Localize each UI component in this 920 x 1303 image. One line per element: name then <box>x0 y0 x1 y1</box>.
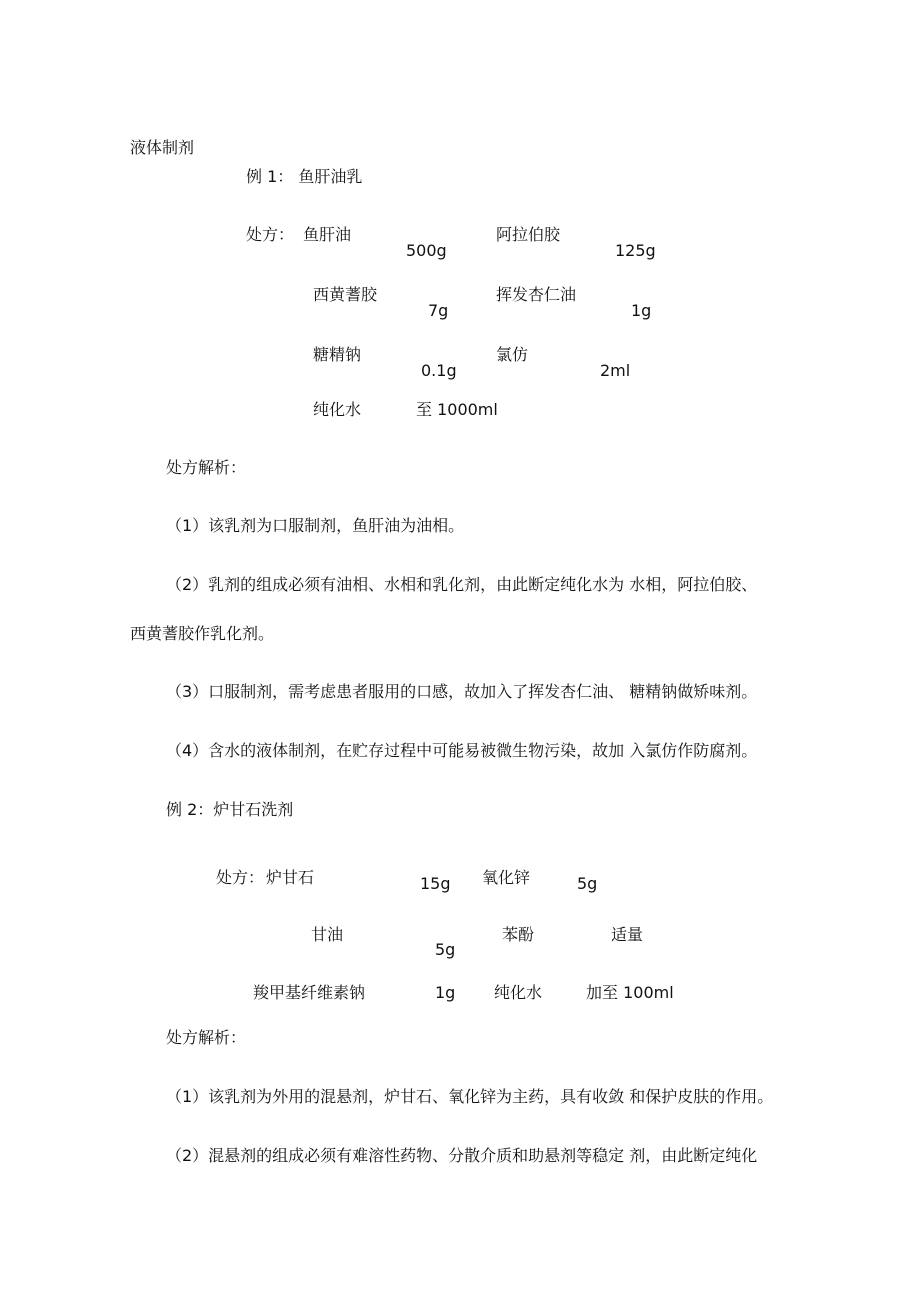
analysis-label: 处方解析： <box>166 458 247 477</box>
analysis-point: （2）混悬剂的组成必须有难溶性药物、分散介质和助悬剂等稳定 剂，由此断定纯化 <box>166 1146 758 1165</box>
analysis-point: （3）口服制剂，需考虑患者服用的口感，故加入了挥发杏仁油、 糖精钠做矫味剂。 <box>166 682 758 701</box>
ingredient-name: 鱼肝油 <box>303 225 352 244</box>
section-title: 液体制剂 <box>130 138 195 157</box>
ingredient-name: 纯化水 <box>494 983 543 1002</box>
ingredient-amount: 125g <box>615 241 656 260</box>
ingredient-amount: 2ml <box>600 361 631 380</box>
example-1-rx-label: 处方： <box>246 225 295 244</box>
ingredient-amount: 0.1g <box>421 361 457 380</box>
example-2-heading: 例 2：炉甘石洗剂 <box>166 800 294 819</box>
ingredient-name: 苯酚 <box>502 925 535 944</box>
ingredient-name: 糖精钠 <box>313 345 362 364</box>
ingredient-name: 西黄蓍胶 <box>313 285 378 304</box>
ingredient-name: 氯仿 <box>496 345 529 364</box>
analysis-point: （2）乳剂的组成必须有油相、水相和乳化剂，由此断定纯化水为 水相，阿拉伯胶、 <box>166 575 758 594</box>
ingredient-name: 甘油 <box>311 925 344 944</box>
ingredient-amount: 7g <box>428 301 449 320</box>
analysis-point-continued: 西黄蓍胶作乳化剂。 <box>130 624 275 643</box>
ingredient-amount: 1g <box>435 983 456 1002</box>
ingredient-amount: 5g <box>435 940 456 959</box>
analysis-point: （1）该乳剂为口服制剂，鱼肝油为油相。 <box>166 516 465 535</box>
ingredient-name: 挥发杏仁油 <box>496 285 577 304</box>
example-2-rx-label: 处方： <box>216 868 265 887</box>
ingredient-name: 氧化锌 <box>482 868 531 887</box>
ingredient-name: 炉甘石 <box>266 868 315 887</box>
ingredient-amount: 500g <box>406 241 447 260</box>
analysis-point: （1）该乳剂为外用的混悬剂，炉甘石、氧化锌为主药，具有收敛 和保护皮肤的作用。 <box>166 1087 774 1106</box>
ingredient-amount: 适量 <box>611 925 644 944</box>
ingredient-name: 纯化水 <box>313 400 362 419</box>
ingredient-amount: 1g <box>631 301 652 320</box>
ingredient-name: 阿拉伯胶 <box>496 225 561 244</box>
ingredient-name: 羧甲基纤维素钠 <box>253 983 366 1002</box>
example-1-heading: 例 1： 鱼肝油乳 <box>246 167 363 186</box>
analysis-point: （4）含水的液体制剂，在贮存过程中可能易被微生物污染，故加 入氯仿作防腐剂。 <box>166 741 758 760</box>
ingredient-amount: 5g <box>577 874 598 893</box>
analysis-label: 处方解析： <box>166 1028 247 1047</box>
ingredient-amount: 加至 100ml <box>586 983 674 1002</box>
ingredient-amount: 15g <box>420 874 451 893</box>
ingredient-amount: 至 1000ml <box>416 400 498 419</box>
